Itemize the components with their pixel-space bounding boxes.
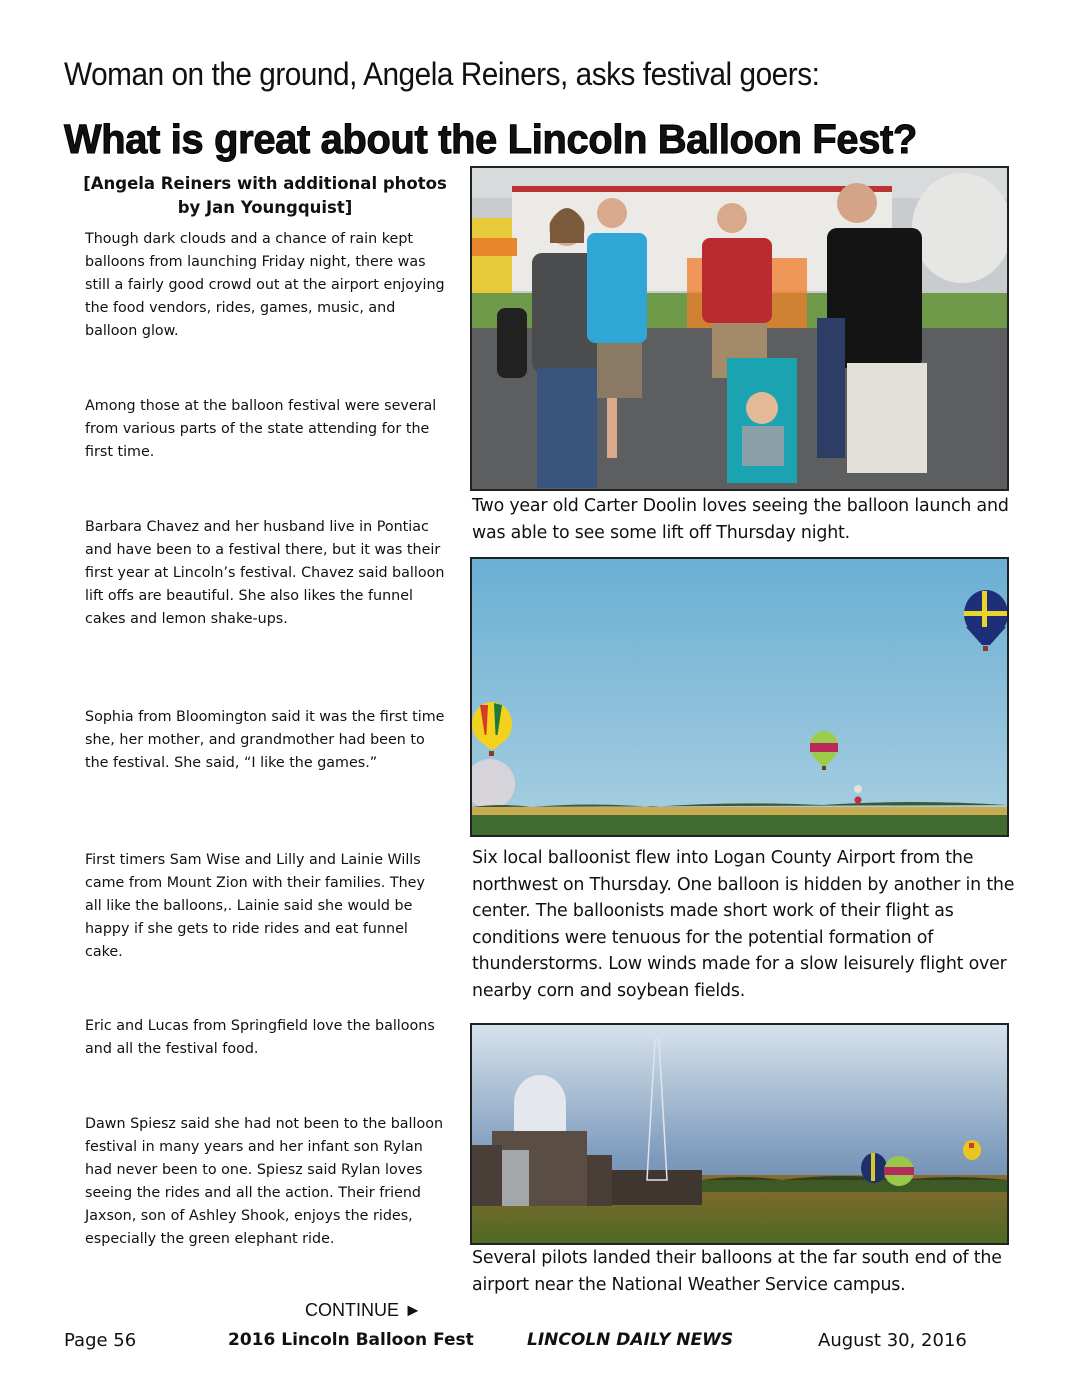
photo-nws-campus-image xyxy=(472,1025,1007,1243)
byline-line-2: by Jan Youngquist] xyxy=(177,198,353,217)
photo-caption: Six local balloonist flew into Logan County Airport from the northwest on Thursday. One balloon is hidden by another in the center. The balloonists made short work of their flight as conditions were tenuous for the potential formation of thunderstorms. Low winds made for a slow leisurely flight over nearby corn and soybean fields. xyxy=(472,848,1015,1001)
kicker-heading: Woman on the ground, Angela Reiners, asks festival goers: xyxy=(64,56,820,92)
photo-caption: Several pilots landed their balloons at the far south end of the airport near the National Weather Service campus. xyxy=(472,1248,1002,1295)
article-paragraph: Dawn Spiesz said she had not been to the balloon festival in many years and her infant son Rylan had never been to one. Spiesz said Rylan loves seeing the rides and all the action. Their friend Jaxson, son of Ashley Shook, enjoys the rides, especially the green elephant ride. xyxy=(85,1116,444,1247)
photo-balloons-sky xyxy=(470,557,1009,837)
continue-link[interactable]: CONTINUE ► xyxy=(305,1300,422,1320)
byline-line-1: [Angela Reiners with additional photos xyxy=(83,174,447,193)
footer-date: August 30, 2016 xyxy=(818,1330,967,1351)
article-paragraph: Among those at the balloon festival were several from various parts of the state attending for the first time. xyxy=(85,398,437,460)
photo-balloons-sky-image xyxy=(472,559,1007,835)
photo-crowd-image xyxy=(472,168,1007,489)
article-paragraph: Though dark clouds and a chance of rain kept balloons from launching Friday night, there was still a fairly good crowd out at the airport enjoying the food vendors, rides, games, music, and balloon glow. xyxy=(85,231,445,339)
photo-crowd-stroller xyxy=(470,166,1009,491)
article-paragraph: First timers Sam Wise and Lilly and Lainie Wills came from Mount Zion with their families. They all like the balloons,. Lainie said she would be happy if she gets to ride rides and eat funnel cake. xyxy=(85,852,425,960)
photo-nws-campus xyxy=(470,1023,1009,1245)
page-title: What is great about the Lincoln Balloon Fest? xyxy=(64,116,918,162)
footer-section-title: 2016 Lincoln Balloon Fest xyxy=(228,1330,474,1350)
article-paragraph: Barbara Chavez and her husband live in Pontiac and have been to a festival there, but it was their first year at Lincoln’s festival. Chavez said balloon lift offs are beautiful. She also likes the funnel cakes and lemon shake-ups. xyxy=(85,519,445,627)
article-paragraph: Eric and Lucas from Springfield love the balloons and all the festival food. xyxy=(85,1018,435,1057)
footer-publication: LINCOLN DAILY NEWS xyxy=(527,1330,734,1350)
photo-caption: Two year old Carter Doolin loves seeing the balloon launch and was able to see some lift off Thursday night. xyxy=(472,496,1009,543)
byline xyxy=(70,172,460,220)
footer-page-number: Page 56 xyxy=(64,1330,137,1351)
article-paragraph: Sophia from Bloomington said it was the first time she, her mother, and grandmother had been to the festival. She said, “I like the games.” xyxy=(85,709,445,771)
